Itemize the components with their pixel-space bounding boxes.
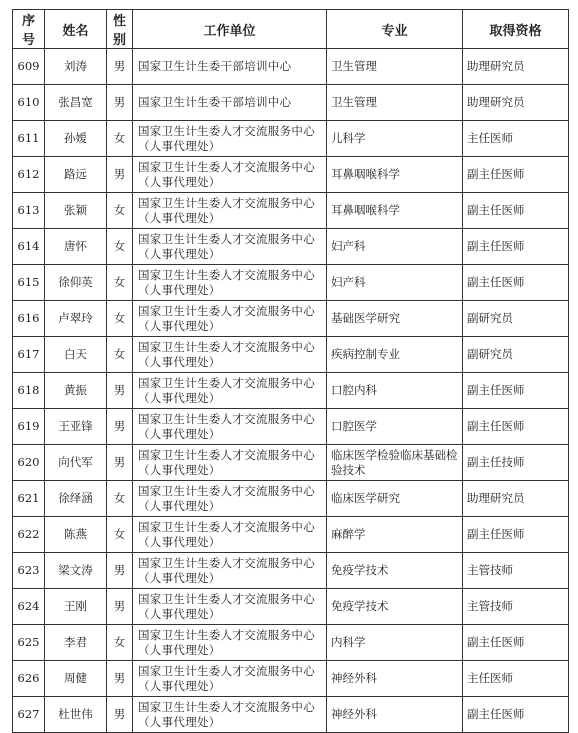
person-sex: 女 xyxy=(107,121,133,157)
row-number: 615 xyxy=(13,265,45,301)
qualification-list-page xyxy=(12,9,568,733)
qualification: 助理研究员 xyxy=(463,85,569,121)
table-row xyxy=(13,589,569,625)
work-unit: 国家卫生计生委人才交流服务中心（人事代理处） xyxy=(133,697,327,733)
work-unit: 国家卫生计生委人才交流服务中心（人事代理处） xyxy=(133,229,327,265)
person-name: 徐绎涵 xyxy=(45,481,107,517)
header-qualification: 取得资格 xyxy=(463,10,569,49)
qualification-table xyxy=(12,9,569,733)
person-sex: 女 xyxy=(107,517,133,553)
specialty: 卫生管理 xyxy=(327,49,463,85)
row-number: 612 xyxy=(13,157,45,193)
table-row xyxy=(13,445,569,481)
person-sex: 女 xyxy=(107,265,133,301)
qualification: 副主任医师 xyxy=(463,373,569,409)
work-unit: 国家卫生计生委干部培训中心 xyxy=(133,49,327,85)
person-name: 孙嫒 xyxy=(45,121,107,157)
person-name: 王刚 xyxy=(45,589,107,625)
qualification: 副主任技师 xyxy=(463,445,569,481)
work-unit: 国家卫生计生委人才交流服务中心（人事代理处） xyxy=(133,553,327,589)
table-row xyxy=(13,229,569,265)
person-sex: 男 xyxy=(107,157,133,193)
person-sex: 男 xyxy=(107,661,133,697)
row-number: 617 xyxy=(13,337,45,373)
specialty: 基础医学研究 xyxy=(327,301,463,337)
specialty: 口腔内科 xyxy=(327,373,463,409)
person-sex: 男 xyxy=(107,697,133,733)
header-sex: 性别 xyxy=(107,10,133,49)
table-row xyxy=(13,409,569,445)
work-unit: 国家卫生计生委人才交流服务中心（人事代理处） xyxy=(133,589,327,625)
qualification: 主管技师 xyxy=(463,589,569,625)
person-sex: 男 xyxy=(107,373,133,409)
header-no: 序号 xyxy=(13,10,45,49)
qualification: 副主任医师 xyxy=(463,409,569,445)
specialty: 临床医学研究 xyxy=(327,481,463,517)
row-number: 620 xyxy=(13,445,45,481)
row-number: 624 xyxy=(13,589,45,625)
qualification: 主任医师 xyxy=(463,121,569,157)
person-sex: 男 xyxy=(107,589,133,625)
row-number: 610 xyxy=(13,85,45,121)
person-sex: 男 xyxy=(107,445,133,481)
person-name: 路远 xyxy=(45,157,107,193)
person-sex: 女 xyxy=(107,337,133,373)
person-sex: 女 xyxy=(107,229,133,265)
table-row xyxy=(13,481,569,517)
row-number: 611 xyxy=(13,121,45,157)
work-unit: 国家卫生计生委人才交流服务中心（人事代理处） xyxy=(133,193,327,229)
specialty: 耳鼻咽喉科学 xyxy=(327,193,463,229)
table-row xyxy=(13,121,569,157)
person-sex: 男 xyxy=(107,85,133,121)
work-unit: 国家卫生计生委人才交流服务中心（人事代理处） xyxy=(133,337,327,373)
specialty: 神经外科 xyxy=(327,661,463,697)
person-sex: 男 xyxy=(107,553,133,589)
row-number: 613 xyxy=(13,193,45,229)
table-row xyxy=(13,301,569,337)
row-number: 622 xyxy=(13,517,45,553)
qualification: 副主任医师 xyxy=(463,697,569,733)
person-name: 杜世伟 xyxy=(45,697,107,733)
qualification: 助理研究员 xyxy=(463,49,569,85)
table-row xyxy=(13,49,569,85)
qualification: 副研究员 xyxy=(463,337,569,373)
work-unit: 国家卫生计生委人才交流服务中心（人事代理处） xyxy=(133,373,327,409)
specialty: 卫生管理 xyxy=(327,85,463,121)
specialty: 内科学 xyxy=(327,625,463,661)
row-number: 625 xyxy=(13,625,45,661)
work-unit: 国家卫生计生委人才交流服务中心（人事代理处） xyxy=(133,157,327,193)
person-name: 黄振 xyxy=(45,373,107,409)
table-row xyxy=(13,517,569,553)
table-row xyxy=(13,373,569,409)
qualification: 副主任医师 xyxy=(463,229,569,265)
table-row xyxy=(13,697,569,733)
table-header-row xyxy=(13,10,569,49)
person-sex: 男 xyxy=(107,409,133,445)
row-number: 621 xyxy=(13,481,45,517)
person-sex: 女 xyxy=(107,193,133,229)
specialty: 耳鼻咽喉科学 xyxy=(327,157,463,193)
table-row xyxy=(13,157,569,193)
specialty: 儿科学 xyxy=(327,121,463,157)
work-unit: 国家卫生计生委人才交流服务中心（人事代理处） xyxy=(133,265,327,301)
table-row xyxy=(13,625,569,661)
specialty: 免疫学技术 xyxy=(327,589,463,625)
work-unit: 国家卫生计生委干部培训中心 xyxy=(133,85,327,121)
qualification: 副主任医师 xyxy=(463,625,569,661)
table-row xyxy=(13,661,569,697)
qualification: 主任医师 xyxy=(463,661,569,697)
person-name: 徐仰英 xyxy=(45,265,107,301)
specialty: 妇产科 xyxy=(327,229,463,265)
person-sex: 男 xyxy=(107,49,133,85)
person-sex: 女 xyxy=(107,301,133,337)
specialty: 神经外科 xyxy=(327,697,463,733)
specialty: 口腔医学 xyxy=(327,409,463,445)
work-unit: 国家卫生计生委人才交流服务中心（人事代理处） xyxy=(133,409,327,445)
qualification: 主管技师 xyxy=(463,553,569,589)
table-row xyxy=(13,85,569,121)
work-unit: 国家卫生计生委人才交流服务中心（人事代理处） xyxy=(133,121,327,157)
qualification: 副研究员 xyxy=(463,301,569,337)
qualification: 副主任医师 xyxy=(463,157,569,193)
specialty: 妇产科 xyxy=(327,265,463,301)
person-name: 刘涛 xyxy=(45,49,107,85)
table-row xyxy=(13,337,569,373)
row-number: 609 xyxy=(13,49,45,85)
row-number: 627 xyxy=(13,697,45,733)
qualification: 副主任医师 xyxy=(463,517,569,553)
qualification: 助理研究员 xyxy=(463,481,569,517)
row-number: 623 xyxy=(13,553,45,589)
person-name: 周健 xyxy=(45,661,107,697)
qualification: 副主任医师 xyxy=(463,193,569,229)
person-name: 张颖 xyxy=(45,193,107,229)
specialty: 疾病控制专业 xyxy=(327,337,463,373)
header-unit: 工作单位 xyxy=(133,10,327,49)
person-name: 李君 xyxy=(45,625,107,661)
person-name: 梁文涛 xyxy=(45,553,107,589)
table-row xyxy=(13,265,569,301)
work-unit: 国家卫生计生委人才交流服务中心（人事代理处） xyxy=(133,517,327,553)
specialty: 临床医学检验临床基础检验技术 xyxy=(327,445,463,481)
person-sex: 女 xyxy=(107,481,133,517)
person-name: 唐怀 xyxy=(45,229,107,265)
work-unit: 国家卫生计生委人才交流服务中心（人事代理处） xyxy=(133,301,327,337)
person-name: 卢翠玲 xyxy=(45,301,107,337)
qualification: 副主任医师 xyxy=(463,265,569,301)
row-number: 626 xyxy=(13,661,45,697)
row-number: 619 xyxy=(13,409,45,445)
person-name: 王亚锋 xyxy=(45,409,107,445)
row-number: 614 xyxy=(13,229,45,265)
row-number: 618 xyxy=(13,373,45,409)
work-unit: 国家卫生计生委人才交流服务中心（人事代理处） xyxy=(133,625,327,661)
work-unit: 国家卫生计生委人才交流服务中心（人事代理处） xyxy=(133,661,327,697)
header-major: 专业 xyxy=(327,10,463,49)
person-sex: 女 xyxy=(107,625,133,661)
person-name: 陈燕 xyxy=(45,517,107,553)
table-row xyxy=(13,553,569,589)
work-unit: 国家卫生计生委人才交流服务中心（人事代理处） xyxy=(133,445,327,481)
table-row xyxy=(13,193,569,229)
row-number: 616 xyxy=(13,301,45,337)
person-name: 张昌宽 xyxy=(45,85,107,121)
specialty: 免疫学技术 xyxy=(327,553,463,589)
specialty: 麻醉学 xyxy=(327,517,463,553)
person-name: 向代军 xyxy=(45,445,107,481)
header-name: 姓名 xyxy=(45,10,107,49)
work-unit: 国家卫生计生委人才交流服务中心（人事代理处） xyxy=(133,481,327,517)
person-name: 白天 xyxy=(45,337,107,373)
